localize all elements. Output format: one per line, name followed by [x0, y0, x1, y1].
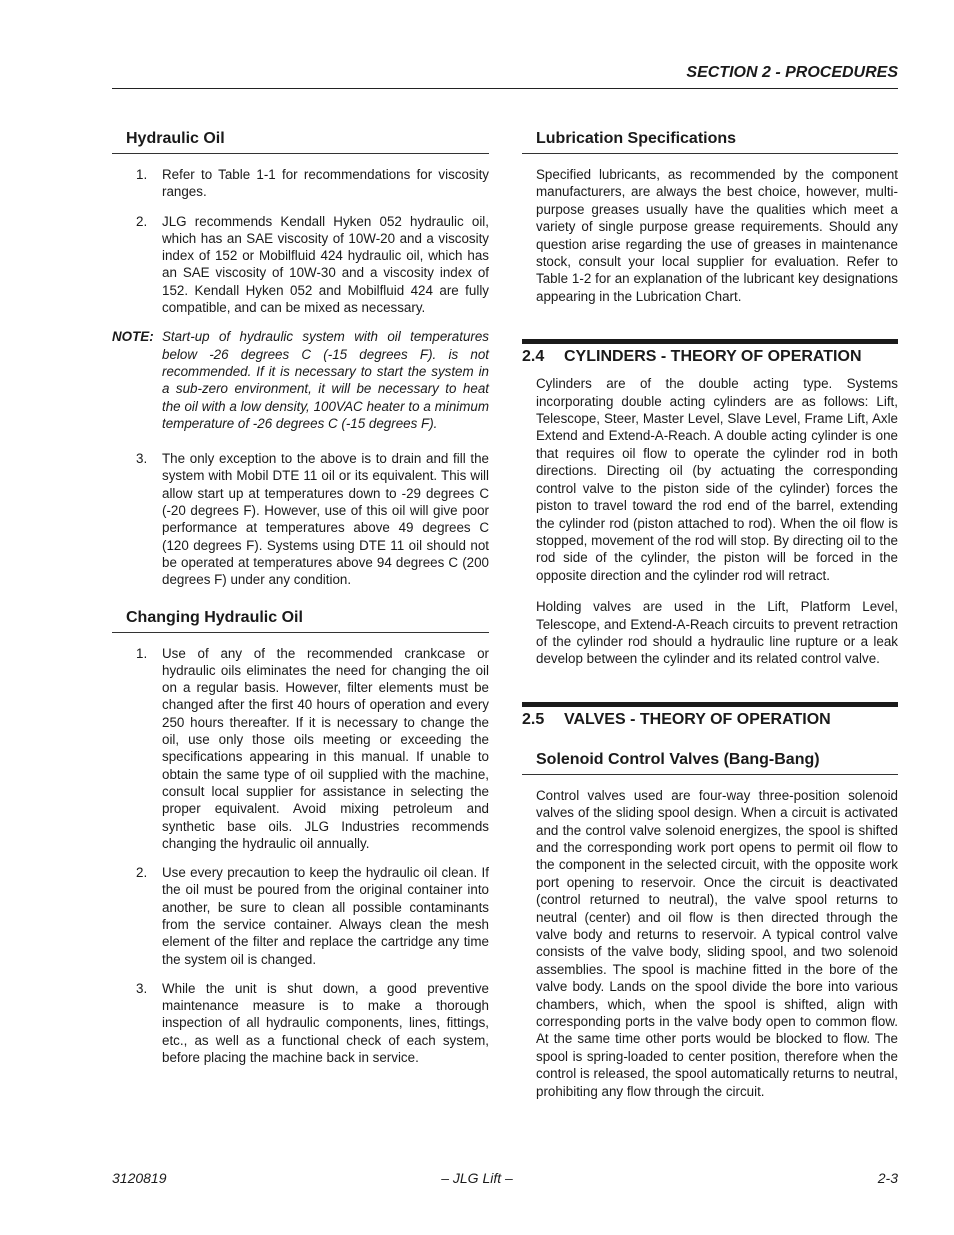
list-text: Use every precaution to keep the hydraulic oil clean. If the oil must be poured from the original container into another, be sure to clean all possible contaminants from the service container. Always clean the mesh element of the filter and replace the cartridge any time the system oil is changed. [162, 865, 489, 967]
list-item [112, 166, 489, 201]
list-number: 3. [136, 980, 148, 996]
section-title: SECTION 2 - PROCEDURES [686, 64, 898, 81]
right-column [522, 130, 898, 1100]
list-text: While the unit is shut down, a good preventive maintenance measure is to make a thorough inspection of all hydraulic components, lines, fittings, etc., as well as a functional check of each system, before placing the machine back in service. [162, 980, 489, 1066]
left-column [112, 130, 489, 1066]
section-2-5-heading [522, 702, 898, 729]
hydraulic-oil-heading: Hydraulic Oil [112, 130, 489, 154]
section-number: 2.5 [522, 710, 545, 728]
note-label: NOTE: [112, 329, 154, 345]
solenoid-valves-text: Control valves used are four-way three-position solenoid valves of the sliding spool design. When a circuit is activated and the control valve solenoid energizes, the spool is shifted and the corresponding work port opens to permit oil flow to the component in the selected circuit, with the opposite work port opening to reservoir. Once the circuit is deactivated (control returned to neutral), the valve spool returns to neutral (center) and oil flow is then directed through the valve body and returns to reservoir. A typical control valve consists of the valve body, sliding spool, and two solenoid assemblies. The spool is machine fitted in the bore of the valve body. Lands on the spool divide the bore into various chambers, which, when the spool is shifted, align with corresponding ports in the valve body open to common flow. At the same time other ports would be blocked to flow. The spool is spring-loaded to center position, therefore when the control is released, the spool automatically returns to neutral, prohibiting any flow through the circuit. [536, 787, 898, 1099]
holding-valves-paragraph: Holding valves are used in the Lift, Platform Level, Telescope, and Extend-A-Reach circuits to prevent retraction of the cylinder rod should a hydraulic line rupture or a leak develop between the cylinder and its related control valve. [536, 599, 898, 667]
doc-number: 3120819 [112, 1170, 167, 1186]
list-item [112, 213, 489, 317]
page-header [112, 64, 898, 89]
list-text: Refer to Table 1-1 for recommendations for viscosity ranges. [162, 167, 489, 200]
list-text: Use of any of the recommended crankcase or hydraulic oils eliminates the need for changing the oil on a regular basis. However, filter elements must be changed after the first 40 hours of operation and every 250 hours thereafter. If it is necessary to change the oil, use only those oils meeting or exceeding the specifications appearing in this manual. If unable to obtain the same type of oil supplied with the machine, consult local supplier for assistance in selecting the proper equivalent. Avoid mixing petroleum and synthetic base oils. JLG Industries recommends changing the hydraulic oil annually. [162, 645, 489, 851]
startup-note [112, 328, 489, 432]
list-text: JLG recommends Kendall Hyken 052 hydraulic oil, which has an SAE viscosity of 10W-20 and a viscosity index of 152 or Mobilfluid 424 hydraulic oil, which has an SAE viscosity of 10W-30 and a viscosity index of 152. Kendall Hyken 052 and Mobilfluid 424 are fully compatible, and can be mixed as necessary. [162, 213, 489, 316]
changing-oil-heading: Changing Hydraulic Oil [112, 609, 489, 633]
list-item [112, 450, 489, 588]
lubrication-heading: Lubrication Specifications [522, 130, 898, 154]
list-number: 1. [136, 645, 148, 661]
cylinders-paragraph: Cylinders are of the double acting type. Systems incorporating double acting cylinders are as follows: Lift, Telescope, Steer, Master Level, Slave Level, Frame Lift, Axle Extend and Extend-A-Reach. A double acting cylinder is one that requires oil flow to operate the cylinder rod in both directions. Directing oil (by actuating the corresponding control valve to the piston side of the cylinder) forces the piston to travel toward the rod end of the barrel, extending the cylinder rod (piston attached to rod). When the oil flow is stopped, movement of the rod will stop. By directing oil to the rod side of the cylinder, the piston will be forced in the opposite direction and the cylinder rod will retract. [536, 376, 898, 583]
list-number: 1. [136, 167, 148, 182]
list-number: 2. [136, 213, 148, 229]
list-item [112, 980, 489, 1066]
page-number: 2-3 [877, 1170, 898, 1186]
section-number: 2.4 [522, 348, 545, 366]
list-text: The only exception to the above is to drain and fill the system with Mobil DTE 11 oil or its equivalent. This will allow start up at temperatures down to -29 degrees C (-20 degrees F). However, use of this oil will give poor performance at temperatures above 49 degrees C (120 degrees F). Systems using DTE 11 oil should not be operated at temperatures above 94 degrees C (200 degrees F) under any condition. [162, 451, 489, 588]
section-title: CYLINDERS - THEORY OF OPERATION [564, 348, 862, 366]
lubrication-text: Specified lubricants, as recommended by the component manufacturers, are always the best choice, however, multi-purpose greases usually have the qualities which meet a variety of single purpose grease requirements. Should any question arise regarding the use of greases in maintenance stock, consult your local supplier for evaluation. Refer to Table 1-2 for an explanation of the lubricant key designations appearing in the Lubrication Chart. [536, 167, 898, 304]
list-item [112, 645, 489, 853]
solenoid-valves-heading: Solenoid Control Valves (Bang-Bang) [522, 751, 898, 775]
section-2-4-heading [522, 339, 898, 366]
footer-center: – JLG Lift – [441, 1170, 513, 1186]
list-number: 3. [136, 451, 148, 467]
section-title: VALVES - THEORY OF OPERATION [564, 710, 831, 728]
list-item [112, 864, 489, 968]
note-text: Start-up of hydraulic system with oil temperatures below -26 degrees C (-15 degrees F). is not recommended. If it is necessary to start the system in a sub-zero environment, it will be necessary to heat the oil with a low density, 100VAC heater to a minimum temperature of -26 degrees C (-15 degrees F). [162, 329, 489, 431]
list-number: 2. [136, 865, 148, 881]
